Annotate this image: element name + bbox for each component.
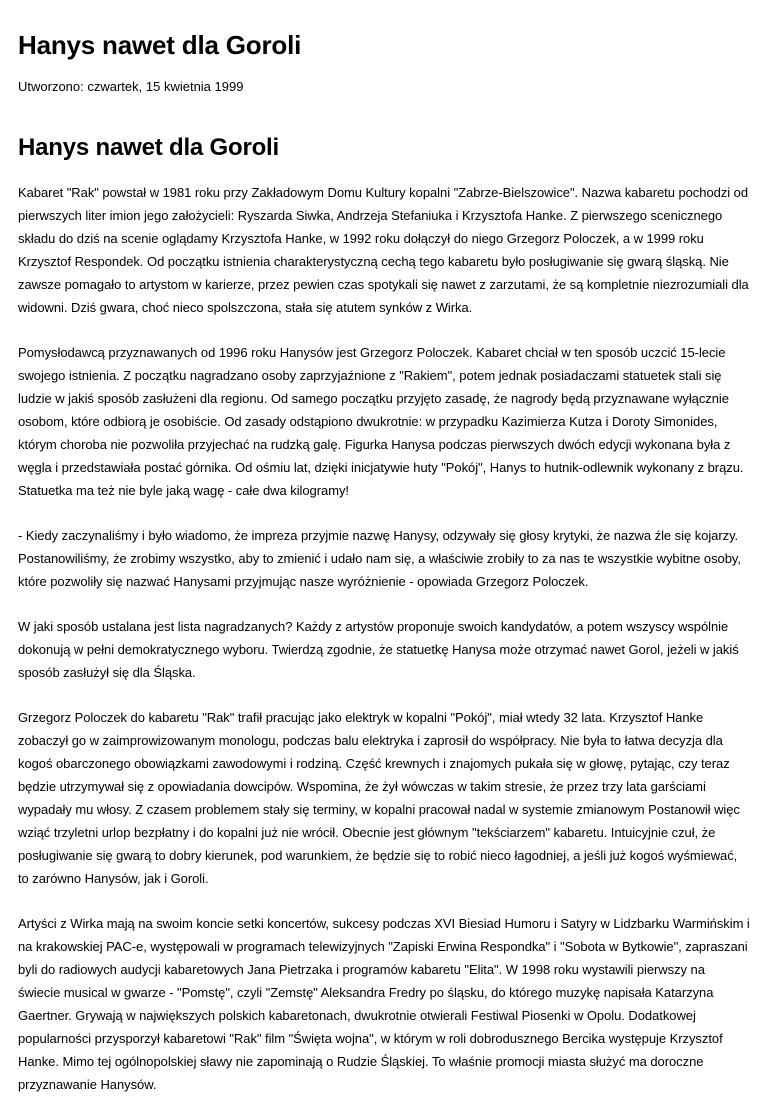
article-paragraph: Artyści z Wirka mają na swoim koncie setki koncertów, sukcesy podczas XVI Biesiad Humoru i Satyry w Lidzbarku Warmińskim i na krakowskiej PAC-e, występowali w programach telewizyjnych "Zapiski Erwina Respondka" i "Sobota w Bytkowie", zapraszani byli do radiowych audycji kabaretowych Jana Pietrzaka i programów kabaretu "Elita". W 1998 roku wystawili pierwszy na świecie musical w gwarze - "Pomstę", czyli "Zemstę" Aleksandra Fredry po śląsku, do którego muzykę napisała Katarzyna Gaertner. Grywają w największych polskich kabaretonach, dwukrotnie otwierali Festiwal Piosenki w Opolu. Dodatkowej popularności przysporzył kabaretowi "Rak" film "Święta wojna", w którym w roli dobrodusznego Bercika występuje Krzysztof Hanke. Mimo tej ogólnopolskiej sławy nie zapominają o Rudzie Śląskiej. To właśnie promocji miasta służyć ma doroczne przyznawanie Hanysów. — [18, 916, 750, 1092]
article-paragraph: - Kiedy zaczynaliśmy i było wiadomo, że impreza przyjmie nazwę Hanysy, odzywały się głosy krytyki, że nazwa źle się kojarzy. Postanowiliśmy, że zrobimy wszystko, aby to zmienić i udało nam się, a właściwie zrobiły to za nas te wszystkie wybitne osoby, które pozwoliły się nazwać Hanysami przyjmując nasze wyróżnienie - opowiada Grzegorz Poloczek. — [18, 528, 741, 589]
article-paragraph: Pomysłodawcą przyznawanych od 1996 roku Hanysów jest Grzegorz Poloczek. Kabaret chciał w ten sposób uczcić 15-lecie swojego istnienia. Z początku nagradzano osoby zaprzyjaźnione z "Rakiem", potem jednak posiadaczami statuetek stali się ludzie w jakiś sposób zasłużeni dla regionu. Od samego początku przyjęto zasadę, że nagrody będą przyznawane wyłącznie osobom, które odbiorą je osobiście. Od zasady odstąpiono dwukrotnie: w przypadku Kazimierza Kutza i Doroty Simonides, którym choroba nie pozwoliła przyjechać na rudzką galę. Figurka Hanysa podczas pierwszych dwóch edycji wykonana była z węgla i przedstawiała postać górnika. Od ośmiu lat, dzięki inicjatywie huty "Pokój", Hanys to hutnik-odlewnik wykonany z brązu. Statuetka ma też nie byle jaką wagę - całe dwa kilogramy! — [18, 345, 744, 498]
article-paragraph: W jaki sposób ustalana jest lista nagradzanych? Każdy z artystów proponuje swoich kandydatów, a potem wszyscy wspólnie dokonują w pełni demokratycznego wyboru. Twierdzą zgodnie, że statuetkę Hanysa może otrzymać nawet Gorol, jeżeli w jakiś sposób zasłużył się dla Śląska. — [18, 619, 739, 680]
page-title: Hanys nawet dla Goroli — [18, 30, 302, 60]
article-paragraph: Grzegorz Poloczek do kabaretu "Rak" trafił pracując jako elektryk w kopalni "Pokój", miał wtedy 32 lata. Krzysztof Hanke zobaczył go w zaimprowizowanym monologu, podczas balu elektryka i zaprosił do współpracy. Nie była to łatwa decyzja dla kogoś obarczonego obowiązkami zawodowymi i rodziną. Część krewnych i znajomych pukała się w głowę, pytając, czy teraz będzie utrzymywał się z opowiadania dowcipów. Wspomina, że żył wówczas w takim stresie, że przez trzy lata garściami wypadały mu włosy. Z czasem problemem stały się terminy, w kopalni pracował nadal w systemie zmianowym Postanowił więc wziąć trzyletni urlop bezpłatny i do kopalni już nie wrócił. Obecnie jest głównym "tekściarzem" kabaretu. Intuicyjnie czuł, że posługiwanie się gwarą to dobry kierunek, pod warunkiem, że będzie się to robić nieco łagodniej, a jeśli już kogoś wyśmiewać, to zarówno Hanysów, jak i Goroli. — [18, 710, 740, 886]
article-title: Hanys nawet dla Goroli — [18, 134, 279, 161]
created-date: Utworzono: czwartek, 15 kwietnia 1999 — [18, 79, 244, 94]
article-body — [18, 181, 750, 1096]
article-paragraph: Kabaret "Rak" powstał w 1981 roku przy Zakładowym Domu Kultury kopalni "Zabrze-Bielszowice". Nazwa kabaretu pochodzi od pierwszych liter imion jego założycieli: Ryszarda Siwka, Andrzeja Stefaniuka i Krzysztofa Hanke. Z pierwszego scenicznego składu do dziś na scenie oglądamy Krzysztofa Hanke, w 1992 roku dołączył do niego Grzegorz Poloczek, a w 1999 roku Krzysztof Respondek. Od początku istnienia charakterystyczną cechą tego kabaretu było posługiwanie się gwarą śląską. Nie zawsze pomagało to artystom w karierze, przez pewien czas spotykali się nawet z zarzutami, że są kompletnie niezrozumiali dla widowni. Dziś gwara, choć nieco spolszczona, stała się atutem synków z Wirka. — [18, 185, 749, 315]
